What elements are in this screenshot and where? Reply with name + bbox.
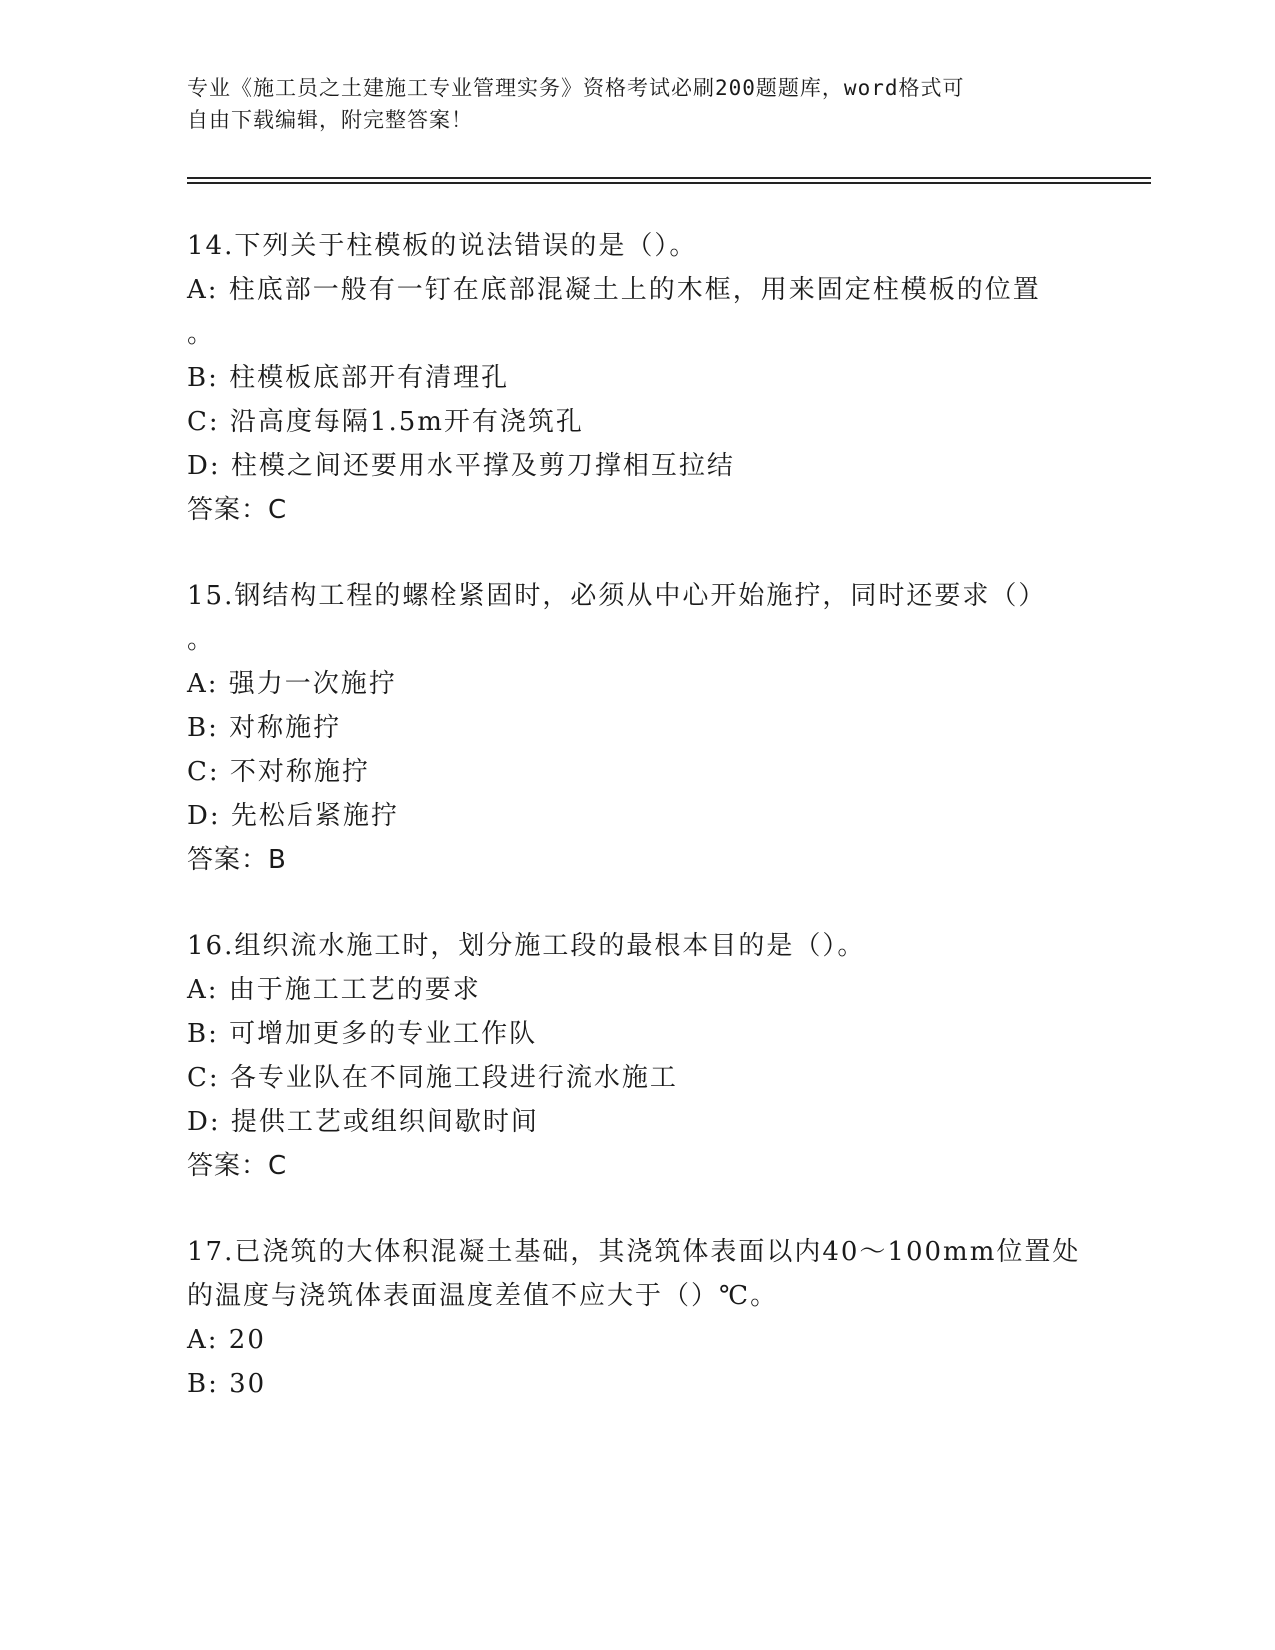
question-15-option-a: A: 强力一次施拧 — [187, 669, 397, 699]
question-15-option-c: C: 不对称施拧 — [187, 757, 370, 787]
question-16-stem: 16.组织流水施工时，划分施工段的最根本目的是（）。 — [187, 931, 866, 961]
question-14-option-c: C: 沿高度每隔1.5m开有浇筑孔 — [187, 407, 584, 437]
question-16-option-d: D: 提供工艺或组织间歇时间 — [187, 1107, 539, 1137]
question-17-option-b: B: 30 — [187, 1369, 267, 1399]
header-divider-top — [187, 177, 1151, 179]
question-14-stem: 14.下列关于柱模板的说法错误的是（）。 — [187, 231, 698, 261]
question-14-option-a: A: 柱底部一般有一钉在底部混凝土上的木框，用来固定柱模板的位置 — [187, 275, 1041, 305]
question-17-option-a: A: 20 — [187, 1325, 266, 1355]
question-15-answer: 答案：B — [187, 845, 287, 875]
question-17-stem-continuation: 的温度与浇筑体表面温度差值不应大于（）℃。 — [187, 1281, 779, 1311]
question-15-stem: 15.钢结构工程的螺栓紧固时，必须从中心开始施拧，同时还要求（） — [187, 581, 1047, 611]
question-14-option-b: B: 柱模板底部开有清理孔 — [187, 363, 510, 393]
question-15-option-d: D: 先松后紧施拧 — [187, 801, 399, 831]
question-14-option-a-continuation: 。 — [187, 319, 216, 349]
question-16-option-b: B: 可增加更多的专业工作队 — [187, 1019, 538, 1049]
question-16-answer: 答案：C — [187, 1151, 288, 1181]
question-15-option-b: B: 对称施拧 — [187, 713, 342, 743]
header-divider-bottom — [187, 182, 1151, 184]
question-16-option-c: C: 各专业队在不同施工段进行流水施工 — [187, 1063, 678, 1093]
header-line-1: 专业《施工员之土建施工专业管理实务》资格考试必刷200题题库，word格式可 — [187, 76, 965, 100]
question-17-stem: 17.已浇筑的大体积混凝土基础，其浇筑体表面以内40～100mm位置处 — [187, 1237, 1081, 1267]
header-line-2: 自由下载编辑，附完整答案！ — [187, 108, 473, 132]
question-14-answer: 答案：C — [187, 495, 288, 525]
document-header — [187, 72, 1067, 136]
question-16-option-a: A: 由于施工工艺的要求 — [187, 975, 481, 1005]
question-15-stem-continuation: 。 — [187, 625, 216, 655]
question-14-option-d: D: 柱模之间还要用水平撑及剪刀撑相互拉结 — [187, 451, 735, 481]
